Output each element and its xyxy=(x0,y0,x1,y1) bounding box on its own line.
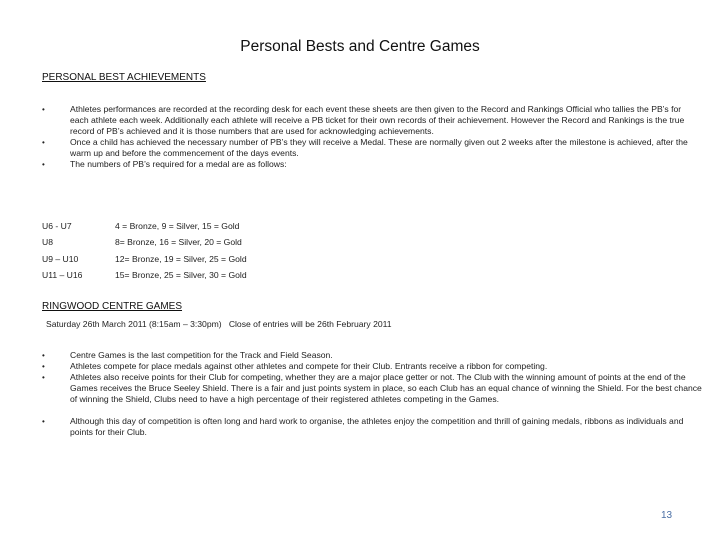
medal-requirement-cell: 15= Bronze, 25 = Silver, 30 = Gold xyxy=(115,269,247,280)
list-item xyxy=(42,372,702,416)
page-number: 13 xyxy=(661,510,673,521)
pb-bullet-list xyxy=(42,104,702,170)
centre-bullet-text: Although this day of competition is often long and hard work to organise, the athletes enjoy the competition and thrill of gaining medals, ribbons as individuals and points for their Club. xyxy=(70,416,684,437)
pb-section-heading: PERSONAL BEST ACHIEVEMENTS xyxy=(42,72,206,83)
medal-requirement-cell: 12= Bronze, 19 = Silver, 25 = Gold xyxy=(115,253,247,264)
bullet-icon: • xyxy=(42,105,45,114)
list-item xyxy=(42,350,702,361)
centre-bullet-text: Centre Games is the last competition for the Track and Field Season. xyxy=(70,350,333,360)
list-item xyxy=(42,137,702,159)
bullet-icon: • xyxy=(42,160,45,169)
table-row xyxy=(42,270,247,286)
medal-requirement-cell: 4 = Bronze, 9 = Silver, 15 = Gold xyxy=(115,221,240,231)
centre-bullet-text: Athletes also receive points for their Club for competing, whether they are a major place getter or not. The Club with the winning amount of points at the end of the Games receives the Bruce Seeley Shield. There is a fair and just points system in place, so each Club has an equal chance of winning the Shield. For the best chance of winning the Shield, Clubs need to have a high percentage of their registered athletes competing in the Games. xyxy=(70,372,702,404)
pb-bullet-text: Once a child has achieved the necessary number of PB’s they will receive a Medal. These are normally given out 2 weeks after the milestone is achieved, after the warm up and before the commencement of the days events. xyxy=(70,137,688,158)
list-item xyxy=(42,104,702,137)
page-title: Personal Bests and Centre Games xyxy=(240,38,480,55)
bullet-icon: • xyxy=(42,362,45,371)
centre-games-heading: RINGWOOD CENTRE GAMES xyxy=(42,301,183,312)
table-row xyxy=(42,221,247,237)
bullet-icon: • xyxy=(42,138,45,147)
bullet-icon: • xyxy=(42,417,45,426)
pb-bullet-text: The numbers of PB’s required for a medal are as follows: xyxy=(70,159,287,169)
bullet-icon: • xyxy=(42,373,45,382)
table-row xyxy=(42,237,247,253)
event-date: Saturday 26th March 2011 (8:15am – 3:30pm) xyxy=(46,319,222,329)
age-group-cell: U8 xyxy=(42,237,53,248)
centre-bullet-text: Athletes compete for place medals against other athletes and compete for their Club. Entrants receive a ribbon for competing. xyxy=(70,361,548,371)
age-group-cell: U6 - U7 xyxy=(42,221,72,231)
table-row xyxy=(42,254,247,270)
list-item xyxy=(42,159,702,170)
age-group-cell: U11 – U16 xyxy=(42,269,83,280)
age-group-cell: U9 – U10 xyxy=(42,253,79,264)
entries-close-date: Close of entries will be 26th February 2011 xyxy=(228,319,392,329)
bullet-icon: • xyxy=(42,351,45,360)
medal-requirement-cell: 8= Bronze, 16 = Silver, 20 = Gold xyxy=(115,237,242,248)
medal-requirements-table xyxy=(42,221,247,286)
list-item xyxy=(42,361,702,372)
centre-bullet-list xyxy=(42,350,702,438)
event-date-line xyxy=(46,319,392,329)
list-item xyxy=(42,416,702,438)
pb-bullet-text: Athletes performances are recorded at the recording desk for each event these sheets are then given to the Record and Rankings Official who tallies the PB’s for each athlete each week. Additionally each athlete will receive a PB ticket for their own records of their achievement. However the Record and Rankings is the true record of PB’s achieved and it is those numbers that are used for acknowledging achievements. xyxy=(70,104,685,136)
